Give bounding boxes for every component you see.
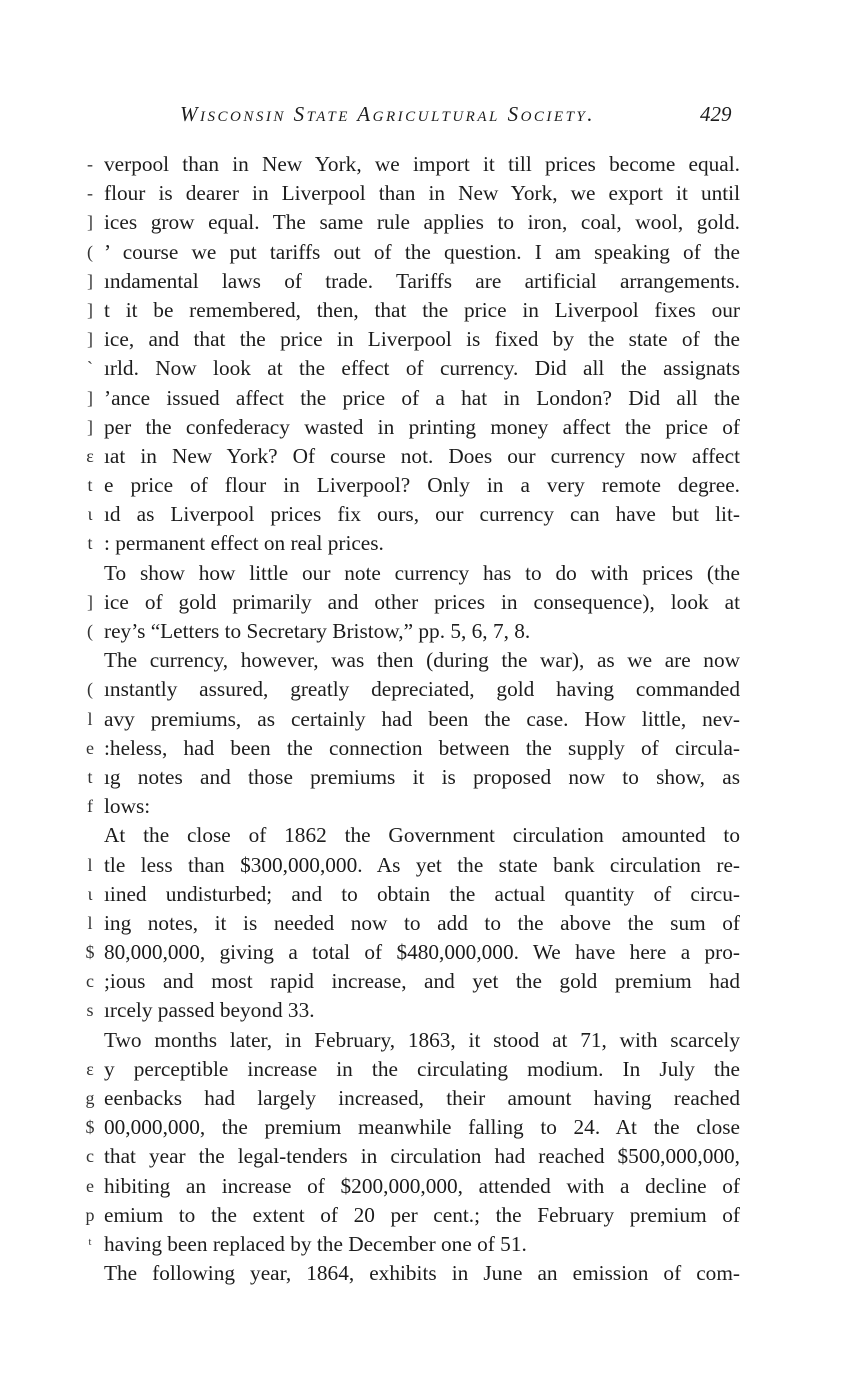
gutter-mark: ]: [87, 299, 93, 320]
gutter-mark: ι: [87, 504, 93, 525]
text-line: ıat in New York? Of course not. Does our currency now affect: [104, 443, 740, 468]
gutter-mark: [80, 1026, 100, 1055]
text-line: ;ious and most rapid increase, and yet the gold premium had: [104, 969, 740, 994]
text-line: lows:: [104, 794, 151, 819]
text-line: flour is dearer in Liverpool than in New York, we export it until: [104, 181, 740, 206]
gutter-mark: l: [87, 912, 93, 933]
gutter-mark: t: [87, 475, 93, 496]
gutter-mark: ]: [87, 212, 93, 233]
gutter-mark: -: [87, 154, 93, 174]
text-line: verpool than in New York, we import it till prices become equal.: [104, 152, 740, 176]
gutter-mark: c: [86, 971, 94, 992]
text-line: Two months later, in February, 1863, it stood at 71, with scarcely: [104, 1027, 740, 1052]
text-line: 80,000,000, giving a total of $480,000,000. We have here a pro-: [104, 940, 740, 965]
gutter-mark: (: [87, 621, 93, 641]
text-line: e price of flour in Liverpool? Only in a very remote degree.: [104, 473, 740, 498]
gutter-mark: ]: [87, 416, 93, 437]
gutter-mark: [80, 646, 100, 675]
text-line: :heless, had been the connection between the supply of circula-: [104, 735, 740, 760]
text-line: : permanent effect on real prices.: [104, 531, 384, 556]
text-line: ice of gold primarily and other prices in consequence), look at: [104, 589, 740, 614]
gutter-mark: ]: [87, 329, 93, 350]
text-line: having been replaced by the December one of 51.: [104, 1231, 527, 1256]
text-line: ’ance issued affect the price of a hat in London? Did all the: [104, 385, 740, 410]
gutter-mark: p: [85, 1204, 95, 1225]
running-header: [0, 100, 845, 136]
text-line: ıined undisturbed; and to obtain the actual quantity of circu-: [104, 881, 740, 906]
text-line: ices grow equal. The same rule applies to iron, coal, wool, gold.: [104, 210, 740, 235]
text-line: avy premiums, as certainly had been the case. How little, nev-: [104, 706, 740, 731]
gutter-mark: t: [87, 533, 93, 554]
gutter-mark: g: [85, 1088, 95, 1108]
gutter-mark: e: [86, 1175, 94, 1196]
page-number: 429: [700, 102, 732, 126]
body-text: [104, 150, 740, 1288]
gutter-mark: f: [87, 796, 93, 817]
gutter-mark: -: [87, 183, 93, 204]
gutter-mark: e: [86, 737, 94, 758]
gutter-mark: (: [87, 241, 93, 262]
running-title: Wisconsin State Agricultural Society.: [180, 102, 596, 126]
gutter-mark: ]: [87, 591, 93, 612]
gutter-mark: $: [85, 942, 95, 963]
gutter-mark: ᵗ: [88, 1233, 92, 1254]
text-line: ınstantly assured, greatly depreciated, gold having commanded: [104, 677, 740, 702]
text-line: To show how little our note currency has to do with prices (the: [104, 560, 740, 585]
text-line: rey’s “Letters to Secretary Bristow,” pp. 5, 6, 7, 8.: [104, 619, 531, 643]
text-line: ice, and that the price in Liverpool is fixed by the state of the: [104, 327, 740, 352]
text-line: emium to the extent of 20 per cent.; the February premium of: [104, 1202, 740, 1227]
gutter-mark: ι: [87, 883, 93, 904]
gutter-mark: [80, 1259, 100, 1288]
text-line: that year the legal-tenders in circulation had reached $500,000,000,: [104, 1144, 740, 1169]
text-line: tle less than $300,000,000. As yet the state bank circulation re-: [104, 852, 740, 877]
gutter-mark: (: [87, 679, 93, 700]
text-line: ıd as Liverpool prices fix ours, our currency can have but lit-: [104, 502, 740, 527]
gutter-mark: ]: [87, 387, 93, 408]
text-line: 00,000,000, the premium meanwhile falling to 24. At the close: [104, 1115, 740, 1140]
gutter-mark: ε: [86, 1058, 94, 1079]
gutter-mark: s: [86, 1000, 94, 1021]
gutter-mark: `: [87, 358, 93, 379]
text-line: ırld. Now look at the effect of currency. Did all the assignats: [104, 356, 740, 381]
text-line: hibiting an increase of $200,000,000, attended with a decline of: [104, 1173, 740, 1198]
gutter-mark: ]: [87, 270, 93, 291]
text-line: ındamental laws of trade. Tariffs are artificial arrangements.: [104, 268, 740, 293]
text-line: ing notes, it is needed now to add to the above the sum of: [104, 910, 740, 935]
text-line: At the close of 1862 the Government circulation amounted to: [104, 823, 740, 848]
gutter-mark: l: [87, 708, 93, 729]
text-line: ırcely passed beyond 33.: [104, 998, 315, 1023]
text-line: ’ course we put tariffs out of the question. I am speaking of the: [104, 239, 740, 264]
gutter-mark: [80, 821, 100, 850]
text-line: eenbacks had largely increased, their amount having reached: [104, 1086, 740, 1110]
text-line: t it be remembered, then, that the price in Liverpool fixes our: [104, 297, 740, 322]
gutter-mark: $: [85, 1117, 95, 1138]
text-line: The currency, however, was then (during the war), as we are now: [104, 648, 740, 673]
text-line: The following year, 1864, exhibits in June an emission of com-: [104, 1261, 740, 1286]
gutter-mark: c: [86, 1146, 94, 1167]
text-line: ıg notes and those premiums it is proposed now to show, as: [104, 764, 740, 789]
gutter-mark: l: [87, 854, 93, 875]
gutter-mark: t: [87, 766, 93, 787]
text-line: y perceptible increase in the circulating modium. In July the: [104, 1056, 740, 1081]
text-line: per the confederacy wasted in printing money affect the price of: [104, 414, 740, 439]
gutter-mark: ε: [86, 445, 94, 466]
gutter-mark: [80, 559, 100, 588]
left-margin-gutter: [80, 150, 100, 1288]
